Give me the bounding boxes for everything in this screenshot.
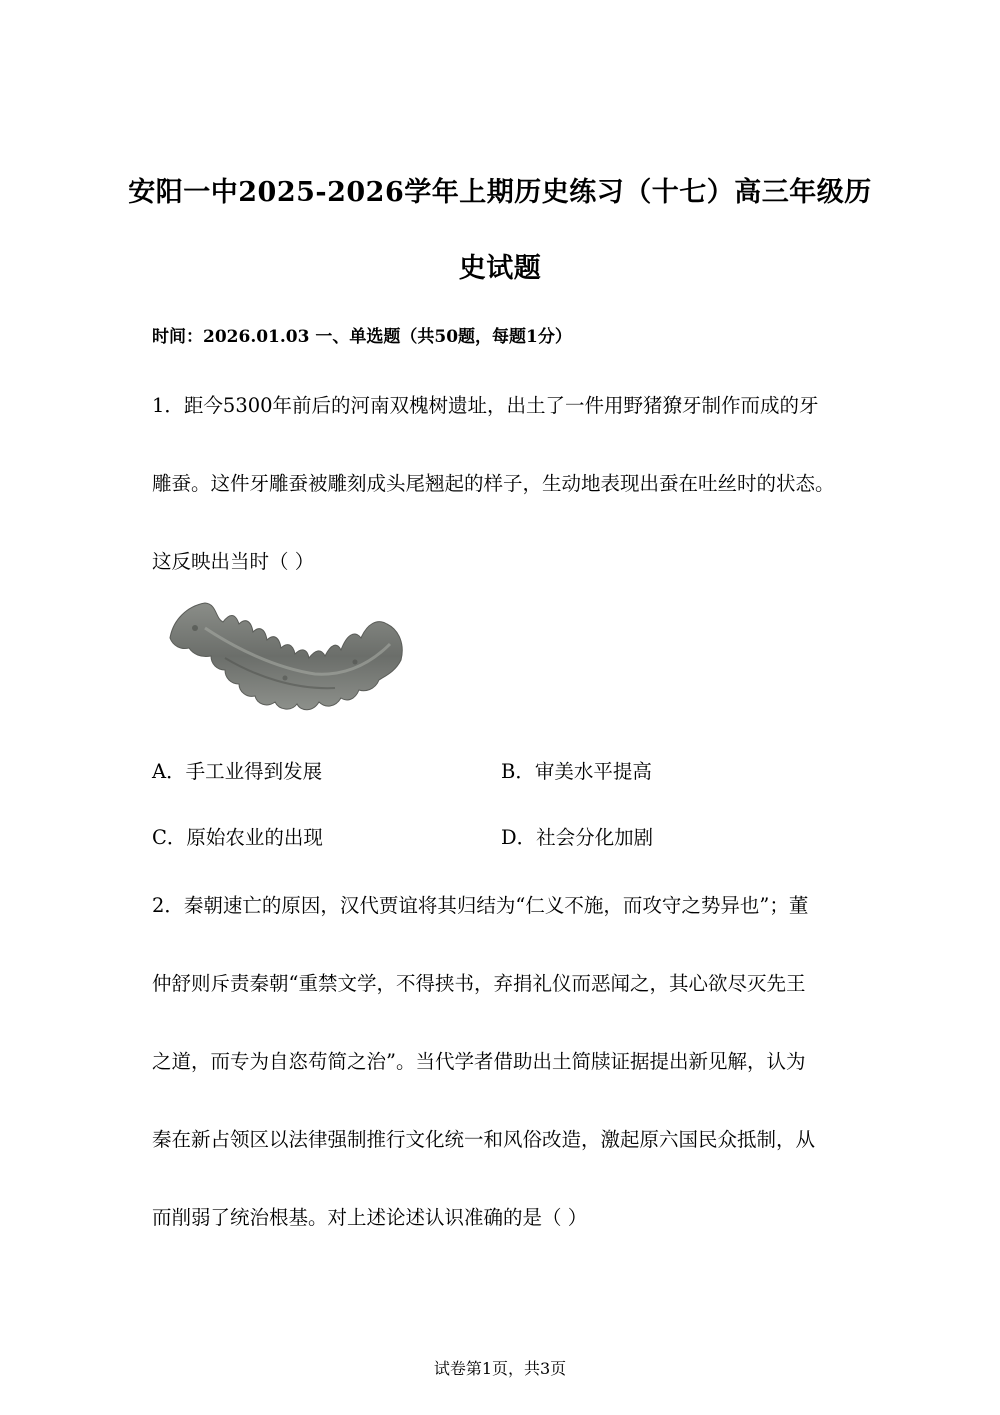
exam-meta-info: 时间：2026.01.03 一、单选题（共50题，每题1分） [152,327,572,347]
option-b: B．审美水平提高 [501,760,652,783]
page-footer: 试卷第1页，共3页 [433,1359,567,1378]
option-c: C．原始农业的出现 [152,826,323,849]
exam-title-line-1: 安阳一中2025-2026学年上期历史练习（十七）高三年级历 [128,177,872,208]
question-2-line-4: 秦在新占领区以法律强制推行文化统一和风俗改造，激起原六国民众抵制，从 [152,1128,816,1151]
question-2-line-3: 之道，而专为自恣苟简之治”。当代学者借助出土简牍证据提出新见解，认为 [152,1050,806,1073]
option-a: A．手工业得到发展 [152,760,323,783]
question-2-line-2: 仲舒则斥责秦朝“重禁文学，不得挟书，弃捐礼仪而恶闻之，其心欲尽灭先王 [152,972,806,995]
exam-title-line-2: 史试题 [458,253,542,284]
question-2-line-1: 2．秦朝速亡的原因，汉代贾谊将其归结为“仁义不施，而攻守之势异也”；董 [152,894,809,917]
option-d: D．社会分化加剧 [501,826,654,849]
question-1-line-2: 雕蚕。这件牙雕蚕被雕刻成头尾翘起的样子，生动地表现出蚕在吐丝时的状态。 [152,472,835,495]
question-1-line-1: 1．距今5300年前后的河南双槐树遗址，出土了一件用野猪獠牙制作而成的牙 [152,394,819,417]
question-2-line-5: 而削弱了统治根基。对上述论述认识准确的是（ ） [152,1206,588,1229]
ivory-silkworm-carving-image [165,598,410,716]
ivory-silkworm-carving-icon [165,598,410,716]
question-1-line-3: 这反映出当时（ ） [152,550,315,573]
